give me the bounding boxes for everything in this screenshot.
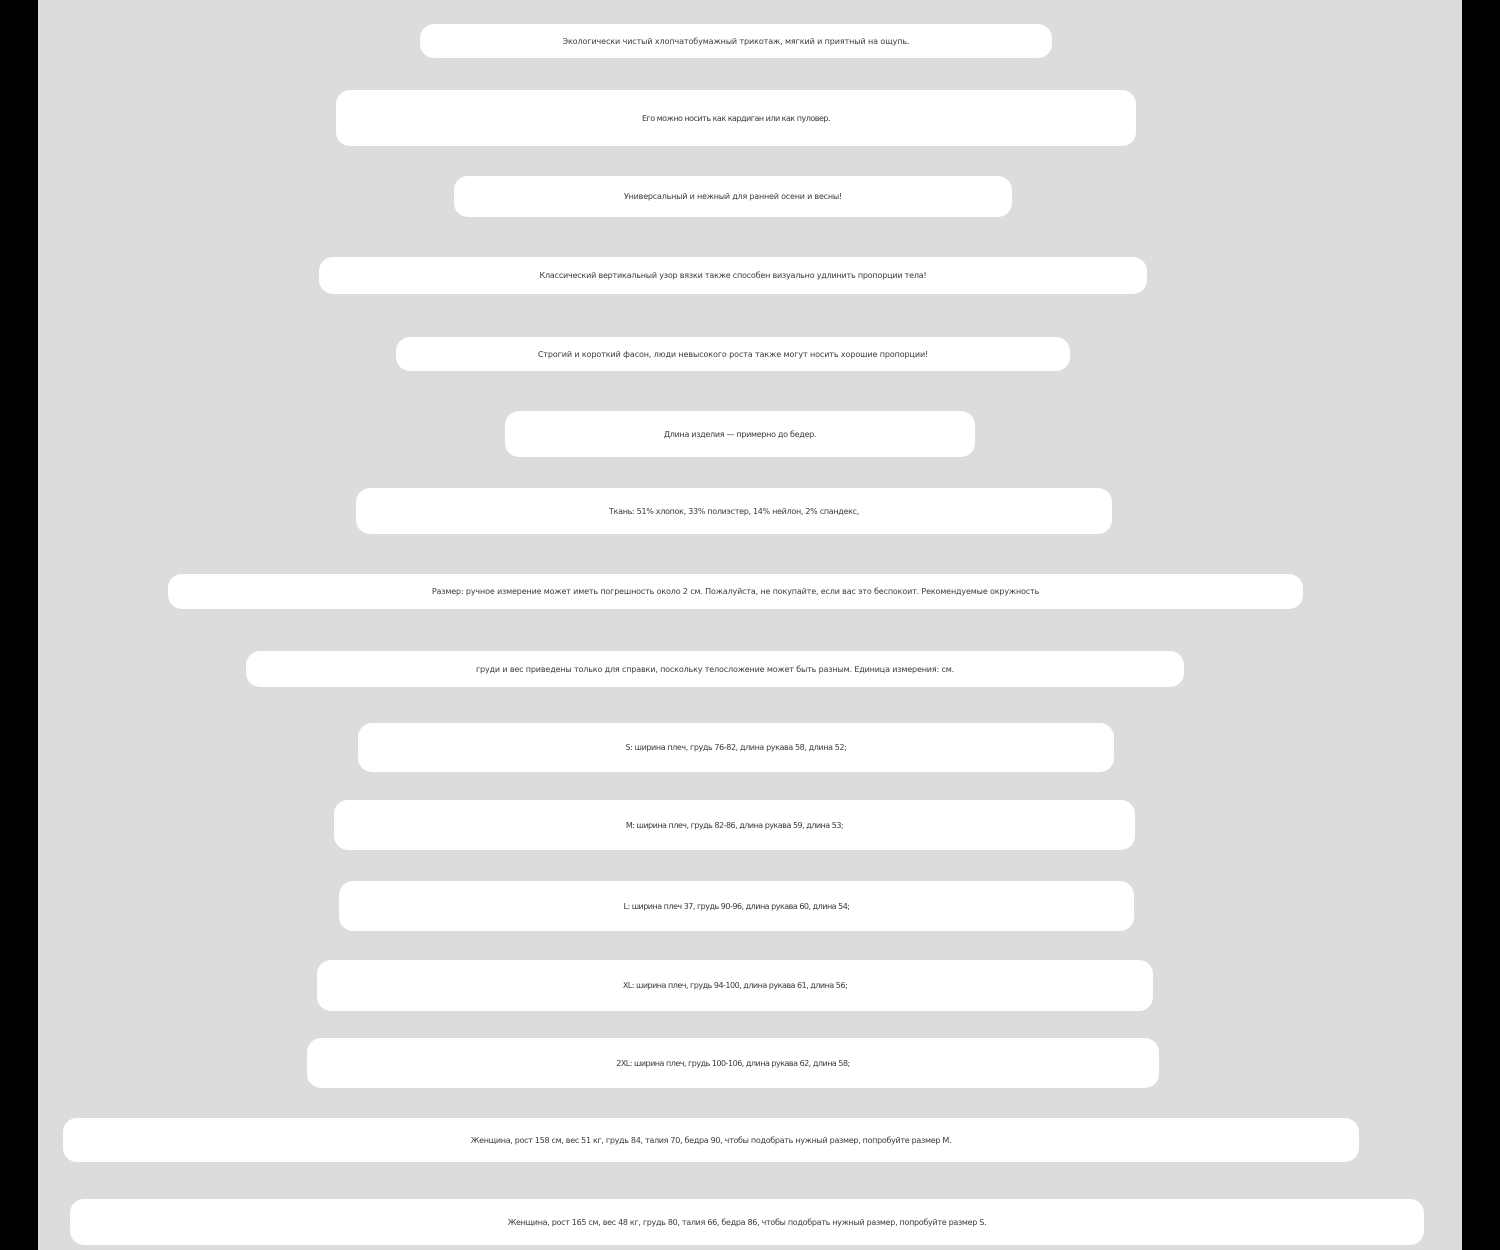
product-description-panel	[38, 0, 1462, 1250]
size-row-xl: XL: ширина плеч, грудь 94-100, длина рукава 61, длина 56;	[317, 960, 1153, 1011]
size-row-l: L: ширина плеч 37, грудь 90-96, длина рукава 60, длина 54;	[339, 881, 1134, 931]
text-line-vertical-pattern: Классический вертикальный узор вязки также способен визуально удлинить пропорции тела!	[319, 257, 1147, 294]
size-row-m: M: ширина плеч, грудь 82-86, длина рукава 59, длина 53;	[334, 800, 1135, 850]
text-line-wear-style: Его можно носить как кардиган или как пуловер.	[336, 90, 1136, 146]
text-line-fabric-eco: Экологически чистый хлопчатобумажный трикотаж, мягкий и приятный на ощупь.	[420, 24, 1052, 58]
text-line-length: Длина изделия — примерно до бедер.	[505, 411, 975, 457]
size-row-s: S: ширина плеч, грудь 76-82, длина рукава 58, длина 52;	[358, 723, 1114, 772]
size-row-2xl: 2XL: ширина плеч, грудь 100-106, длина рукава 62, длина 58;	[307, 1038, 1159, 1088]
text-line-season: Универсальный и нежный для ранней осени и весны!	[454, 176, 1012, 217]
text-line-size-note-2: груди и вес приведены только для справки, поскольку телосложение может быть разным. Единица измерения: см.	[246, 651, 1184, 687]
text-line-fabric-composition: Ткань: 51% хлопок, 33% полиэстер, 14% нейлон, 2% спандекс,	[356, 488, 1112, 534]
text-line-short-fit: Строгий и короткий фасон, люди невысокого роста также могут носить хорошие пропорции!	[396, 337, 1070, 371]
fit-recommendation-m: Женщина, рост 158 см, вес 51 кг, грудь 84, талия 70, бедра 90, чтобы подобрать нужный размер, попробуйте размер M.	[63, 1118, 1359, 1162]
fit-recommendation-s: Женщина, рост 165 см, вес 48 кг, грудь 80, талия 66, бедра 86, чтобы подобрать нужный размер, попробуйте размер S.	[70, 1199, 1424, 1245]
text-line-size-note-1: Размер: ручное измерение может иметь погрешность около 2 см. Пожалуйста, не покупайте, если вас это беспокоит. Рекомендуемые окружность	[168, 574, 1303, 609]
